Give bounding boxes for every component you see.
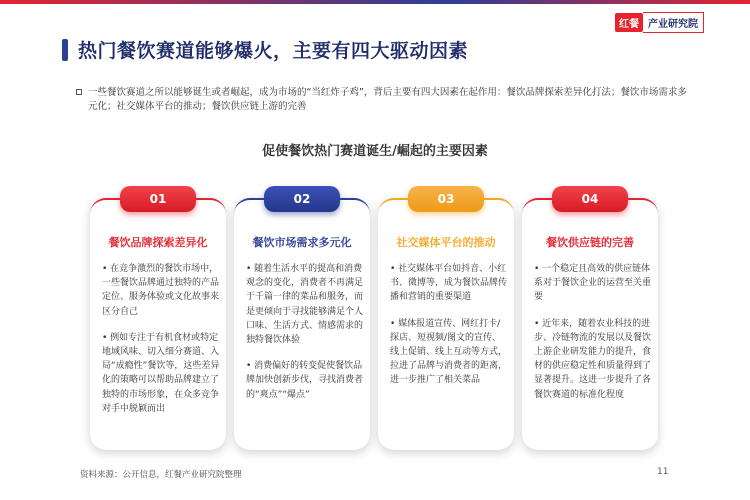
factor-number-badge: 02 <box>264 186 340 212</box>
brand-name: 产业研究院 <box>643 12 704 33</box>
intro-text: 一些餐饮赛道之所以能够诞生或者崛起，成为市场的“当红炸子鸡”，背后主要有四大因素在起作用：餐饮品牌探索差异化打法；餐饮市场需求多元化；社交媒体平台的推动；餐饮供应链上游的完善 <box>88 87 687 112</box>
factor-paragraph: • 媒体报道宣传、网红打卡/探店、短视频/图文的宣传、线上促销、线上互动等方式，拉进了品牌与消费者的距离，进一步推广了相关菜品 <box>390 318 508 386</box>
factor-card-2 <box>234 192 370 450</box>
factor-paragraph: • 例如专注于有机食材或特定地域风味、切入细分赛道、入局“成瘾性”餐饮等，这些差异化的策略可以帮助品牌建立了独特的市场形象，在众多竞争对手中脱颖而出 <box>102 332 220 414</box>
factor-paragraph: • 随着生活水平的提高和消费观念的变化，消费者不再满足于千篇一律的菜品和服务，而是更倾向于寻找能够满足个人口味、生活方式、情感需求的独特餐饮体验 <box>246 264 364 346</box>
factor-heading: 社交媒体平台的推动 <box>396 236 496 249</box>
factor-number-badge: 03 <box>408 186 484 212</box>
factor-paragraph: • 社交媒体平台如抖音、小红书、微博等，成为餐饮品牌传播和营销的重要渠道 <box>390 264 508 303</box>
intro-paragraph <box>88 86 688 114</box>
factor-card-4 <box>522 192 658 450</box>
factor-body <box>246 262 364 414</box>
top-stripe <box>0 0 750 4</box>
factor-paragraph: • 近年来，随着农业科技的进步、冷链物流的发展以及餐饮上游企业研发能力的提升，食材的供应稳定性和质量得到了显著提升。这进一步提升了各餐饮赛道的标准化程度 <box>534 318 652 400</box>
title-bar <box>62 36 468 63</box>
factor-number-badge: 01 <box>120 186 196 212</box>
factor-card-1 <box>90 192 226 450</box>
factor-heading: 餐饮品牌探索差异化 <box>108 236 208 249</box>
page-number: 11 <box>657 467 669 477</box>
factor-body <box>534 262 652 414</box>
factor-body <box>102 262 220 428</box>
square-bullet-icon <box>76 89 82 95</box>
factor-number-badge: 04 <box>552 186 628 212</box>
factor-heading: 餐饮供应链的完善 <box>546 236 634 249</box>
title-accent-bar <box>62 39 68 61</box>
factor-heading: 餐饮市场需求多元化 <box>252 236 352 249</box>
factor-paragraph: • 消费偏好的转变促使餐饮品牌加快创新步伐，寻找消费者的“爽点”“爆点” <box>246 361 364 400</box>
section-subtitle: 促使餐饮热门赛道诞生/崛起的主要因素 <box>262 144 488 159</box>
page-title: 热门餐饮赛道能够爆火，主要有四大驱动因素 <box>78 40 469 62</box>
source-note: 资料来源：公开信息，红餐产业研究院整理 <box>80 470 242 480</box>
brand-logo <box>615 12 704 33</box>
factor-paragraph: • 在竞争激烈的餐饮市场中，一些餐饮品牌通过独特的产品定位、服务体验或文化故事来区分自己 <box>102 264 220 317</box>
factor-body <box>390 262 508 400</box>
brand-mark: 红餐 <box>615 13 643 32</box>
factor-card-3 <box>378 192 514 450</box>
factor-paragraph: • 一个稳定且高效的供应链体系对于餐饮企业的运营至关重要 <box>534 264 652 303</box>
